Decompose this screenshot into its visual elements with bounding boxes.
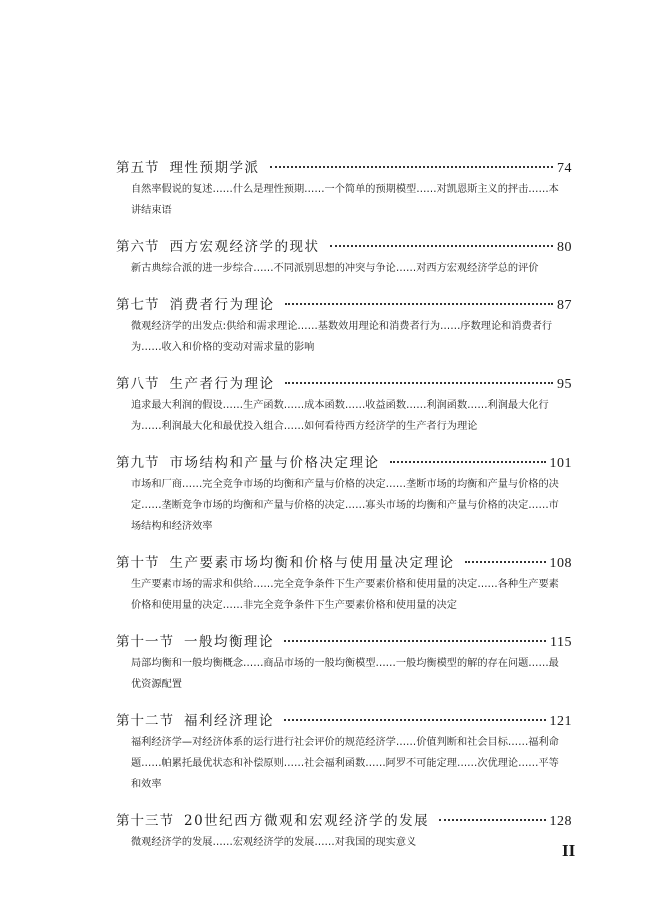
section-number: 第九节: [116, 455, 160, 471]
page-ref: 80: [557, 240, 572, 255]
section-description: 市场和厂商……完全竞争市场的均衡和产量与价格的决定……垄断市场的均衡和产量与价格的决定……垄断竞争市场的均衡和产量与价格的决定……寡头市场的均衡和产量与价格的决定……市场结构和经济效率: [131, 479, 559, 532]
section-number: 第十一节: [116, 634, 174, 650]
toc-entry-heading: [116, 157, 572, 179]
page-number: II: [562, 841, 576, 860]
dot-leader: [439, 818, 545, 821]
toc-entry: [116, 810, 572, 853]
toc-entry: [116, 294, 572, 358]
toc-entry: [116, 452, 572, 537]
toc-entry-heading: [116, 373, 572, 395]
toc-entry-heading: [116, 236, 572, 258]
toc-entry-heading: [116, 452, 572, 474]
toc-entry-heading: [116, 631, 572, 653]
section-title: 消费者行为理论: [169, 297, 275, 313]
toc-entry: [116, 552, 572, 616]
section-description: 局部均衡和一般均衡概念……商品市场的一般均衡模型……一般均衡模型的解的存在问题……最优资源配置: [131, 658, 559, 690]
dot-leader: [284, 639, 546, 642]
page-ref: 108: [549, 556, 572, 571]
section-title: 市场结构和产量与价格决定理论: [169, 455, 380, 471]
dot-leader: [330, 244, 554, 247]
toc-entry-heading: [116, 294, 572, 316]
section-description: 自然率假说的复述……什么是理性预期……一个简单的预期模型……对凯恩斯主义的抨击……本讲结束语: [131, 184, 559, 216]
section-description: 微观经济学的出发点:供给和需求理论……基数效用理论和消费者行为……序数理论和消费者行为……收入和价格的变动对需求量的影响: [131, 321, 553, 353]
section-number: 第十二节: [116, 713, 174, 729]
page-ref: 87: [557, 298, 572, 313]
toc-entry: [116, 373, 572, 437]
section-number: 第六节: [116, 239, 160, 255]
section-title: 理性预期学派: [169, 160, 260, 176]
toc-entry-heading: [116, 710, 572, 732]
section-title: 生产者行为理论: [169, 376, 275, 392]
section-number: 第十节: [116, 555, 160, 571]
page-ref: 74: [557, 161, 572, 176]
toc-entry: [116, 236, 572, 279]
dot-leader: [465, 560, 546, 563]
section-description: 追求最大利润的假设……生产函数……成本函数……收益函数……利润函数……利润最大化行为……利润最大化和最优投入组合……如何看待西方经济学的生产者行为理论: [131, 400, 549, 432]
section-description: 生产要素市场的需求和供给……完全竞争条件下生产要素价格和使用量的决定……各种生产要素价格和使用量的决定……非完全竞争条件下生产要素价格和使用量的决定: [131, 579, 559, 611]
section-title: 20世纪西方微观和宏观经济学的发展: [184, 813, 430, 829]
dot-leader: [390, 460, 546, 463]
section-description: 新古典综合派的进一步综合……不同派别思想的冲突与争论……对西方宏观经济学总的评价: [131, 263, 539, 274]
section-number: 第七节: [116, 297, 160, 313]
page-ref: 128: [549, 814, 572, 829]
page-ref: 101: [549, 456, 572, 471]
dot-leader: [284, 718, 546, 721]
dot-leader: [285, 381, 554, 384]
section-title: 福利经济理论: [184, 713, 274, 729]
page-ref: 121: [549, 714, 572, 729]
page-ref: 115: [550, 635, 572, 650]
section-number: 第五节: [116, 160, 160, 176]
section-title: 生产要素市场均衡和价格与使用量决定理论: [169, 555, 455, 571]
section-number: 第十三节: [116, 813, 174, 829]
toc-entry: [116, 157, 572, 221]
section-title: 西方宏观经济学的现状: [169, 239, 320, 255]
dot-leader: [270, 165, 554, 168]
dot-leader: [285, 302, 554, 305]
section-title: 一般均衡理论: [184, 634, 274, 650]
toc-entry-heading: [116, 552, 572, 574]
table-of-contents: [116, 157, 572, 868]
section-number: 第八节: [116, 376, 160, 392]
toc-entry: [116, 710, 572, 795]
toc-entry: [116, 631, 572, 695]
toc-entry-heading: [116, 810, 572, 832]
section-description: 微观经济学的发展……宏观经济学的发展……对我国的现实意义: [131, 837, 417, 848]
page-ref: 95: [557, 377, 572, 392]
section-description: 福利经济学—对经济体系的运行进行社会评价的规范经济学……价值判断和社会目标……福利命题……帕累托最优状态和补偿原则……社会福利函数……阿罗不可能定理……次优理论……平等和效率: [131, 737, 559, 790]
